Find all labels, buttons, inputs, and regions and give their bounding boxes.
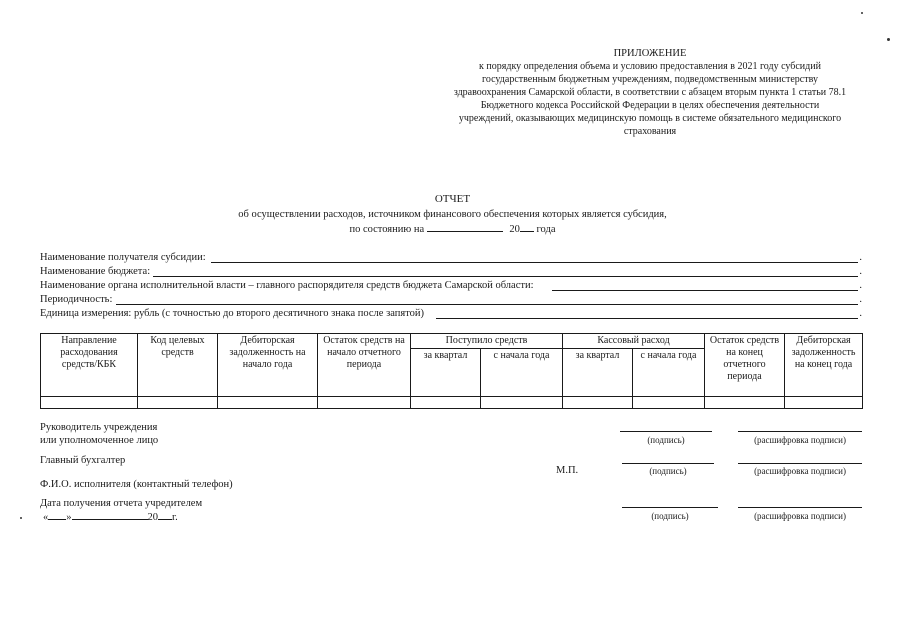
report-date-suffix: года (536, 224, 556, 235)
budget-label: Наименование бюджета: (40, 266, 151, 277)
col-cash-expense: Кассовый расход (563, 334, 705, 349)
appendix-line: учреждений, оказывающих медицинскую помощь в системе обязательного медицинского (458, 113, 842, 124)
receipt-date (43, 510, 178, 524)
scan-speck (887, 38, 890, 41)
col-balance-start: Остаток средств на начало отчетного периода (318, 334, 411, 397)
head-signature-line[interactable] (620, 431, 712, 432)
report-date-prefix: по состоянию на (349, 224, 425, 235)
budget-field (40, 265, 862, 278)
head-signature-caption: (подпись) (647, 435, 685, 445)
table-row (41, 397, 863, 409)
executor-label: Ф.И.О. исполнителя (контактный телефон) (40, 479, 233, 490)
authority-input-line[interactable] (552, 290, 858, 291)
recipient-field (40, 251, 862, 264)
appendix-line: государственным бюджетным учреждениям, подведомственным министерству (482, 74, 818, 85)
field-end-dot: . (859, 265, 862, 277)
col-received-ytd: с начала года (481, 349, 563, 397)
periodicity-field (40, 293, 862, 306)
appendix-block (440, 47, 860, 138)
table-cell[interactable] (785, 397, 863, 409)
table-cell[interactable] (481, 397, 563, 409)
table-cell[interactable] (633, 397, 705, 409)
authority-field (40, 279, 862, 292)
col-received: Поступило средств (411, 334, 563, 349)
table-cell[interactable] (41, 397, 138, 409)
col-direction: Направление расходования средств/КБК (41, 334, 138, 397)
head-label (40, 421, 158, 447)
unit-field (40, 307, 862, 320)
receipt-label: Дата получения отчета учредителем (40, 498, 203, 509)
appendix-line: Бюджетного кодекса Российской Федерации в целях обеспечения деятельности (480, 100, 820, 111)
col-cash-ytd: с начала года (633, 349, 705, 397)
stamp-label: М.П. (556, 465, 579, 476)
report-date-line (0, 222, 905, 236)
receipt-signature-caption: (подпись) (651, 511, 689, 521)
head-label-line2: или уполномоченное лицо (40, 435, 159, 447)
authority-label: Наименование органа исполнительной власти – главного распорядителя средств бюджета Самарской области: (40, 280, 534, 291)
field-end-dot: . (859, 307, 862, 319)
field-end-dot: . (859, 251, 862, 263)
unit-label: Единица измерения: рубль (с точностью до второго десятичного знака после запятой) (40, 308, 425, 319)
unit-input-line[interactable] (436, 318, 858, 319)
head-decoding-line[interactable] (738, 431, 862, 432)
recipient-input-line[interactable] (211, 262, 858, 263)
appendix-title: ПРИЛОЖЕНИЕ (613, 48, 687, 59)
head-decoding-caption: (расшифровка подписи) (754, 435, 846, 445)
col-balance-end: Остаток средств на конец отчетного периода (705, 334, 785, 397)
col-target-code: Код целевых средств (138, 334, 218, 397)
accountant-decoding-caption: (расшифровка подписи) (754, 466, 846, 476)
head-label-line1: Руководитель учреждения (40, 422, 158, 433)
accountant-signature-line[interactable] (622, 463, 714, 464)
appendix-line: к порядку определения объема и условию предоставления в 2021 году субсидий (479, 61, 821, 72)
receipt-day-field[interactable] (48, 510, 66, 520)
receipt-decoding-caption: (расшифровка подписи) (754, 511, 846, 521)
receipt-signature-line[interactable] (622, 507, 718, 508)
accountant-signature-caption: (подпись) (649, 466, 687, 476)
col-receivables-start: Дебиторская задолженность на начало года (218, 334, 318, 397)
recipient-label: Наименование получателя субсидии: (40, 252, 206, 263)
report-table (40, 333, 863, 409)
table-cell[interactable] (318, 397, 411, 409)
receipt-month-field[interactable] (72, 510, 148, 520)
receipt-suffix: г. (172, 512, 178, 523)
table-cell[interactable] (411, 397, 481, 409)
receipt-year-field[interactable] (158, 510, 172, 520)
receipt-close-quote: » (66, 512, 72, 523)
field-end-dot: . (859, 279, 862, 291)
table-cell[interactable] (138, 397, 218, 409)
accountant-label: Главный бухгалтер (40, 455, 126, 466)
appendix-line: здравоохранения Самарской области, в соответствии с абзацем вторым пункта 1 статьи 78.1 (453, 87, 847, 98)
scan-speck (861, 12, 863, 14)
receipt-year-prefix: 20 (147, 512, 158, 523)
report-subtitle: об осуществлении расходов, источником финансового обеспечения которых является субсидия, (238, 209, 667, 220)
scan-speck (20, 517, 22, 519)
field-end-dot: . (859, 293, 862, 305)
table-cell[interactable] (705, 397, 785, 409)
report-title: ОТЧЕТ (434, 193, 471, 205)
report-year-prefix: 20 (509, 224, 520, 235)
col-receivables-end: Дебиторская задолженность на конец года (785, 334, 863, 397)
col-received-quarter: за квартал (411, 349, 481, 397)
budget-input-line[interactable] (153, 276, 858, 277)
col-cash-quarter: за квартал (563, 349, 633, 397)
table-cell[interactable] (218, 397, 318, 409)
receipt-decoding-line[interactable] (738, 507, 862, 508)
periodicity-label: Периодичность: (40, 294, 113, 305)
receipt-open-quote: « (43, 512, 49, 523)
periodicity-input-line[interactable] (116, 304, 858, 305)
report-year-field[interactable] (520, 222, 534, 232)
report-date-field[interactable] (427, 222, 503, 232)
accountant-decoding-line[interactable] (738, 463, 862, 464)
appendix-line: страхования (623, 126, 677, 137)
table-cell[interactable] (563, 397, 633, 409)
